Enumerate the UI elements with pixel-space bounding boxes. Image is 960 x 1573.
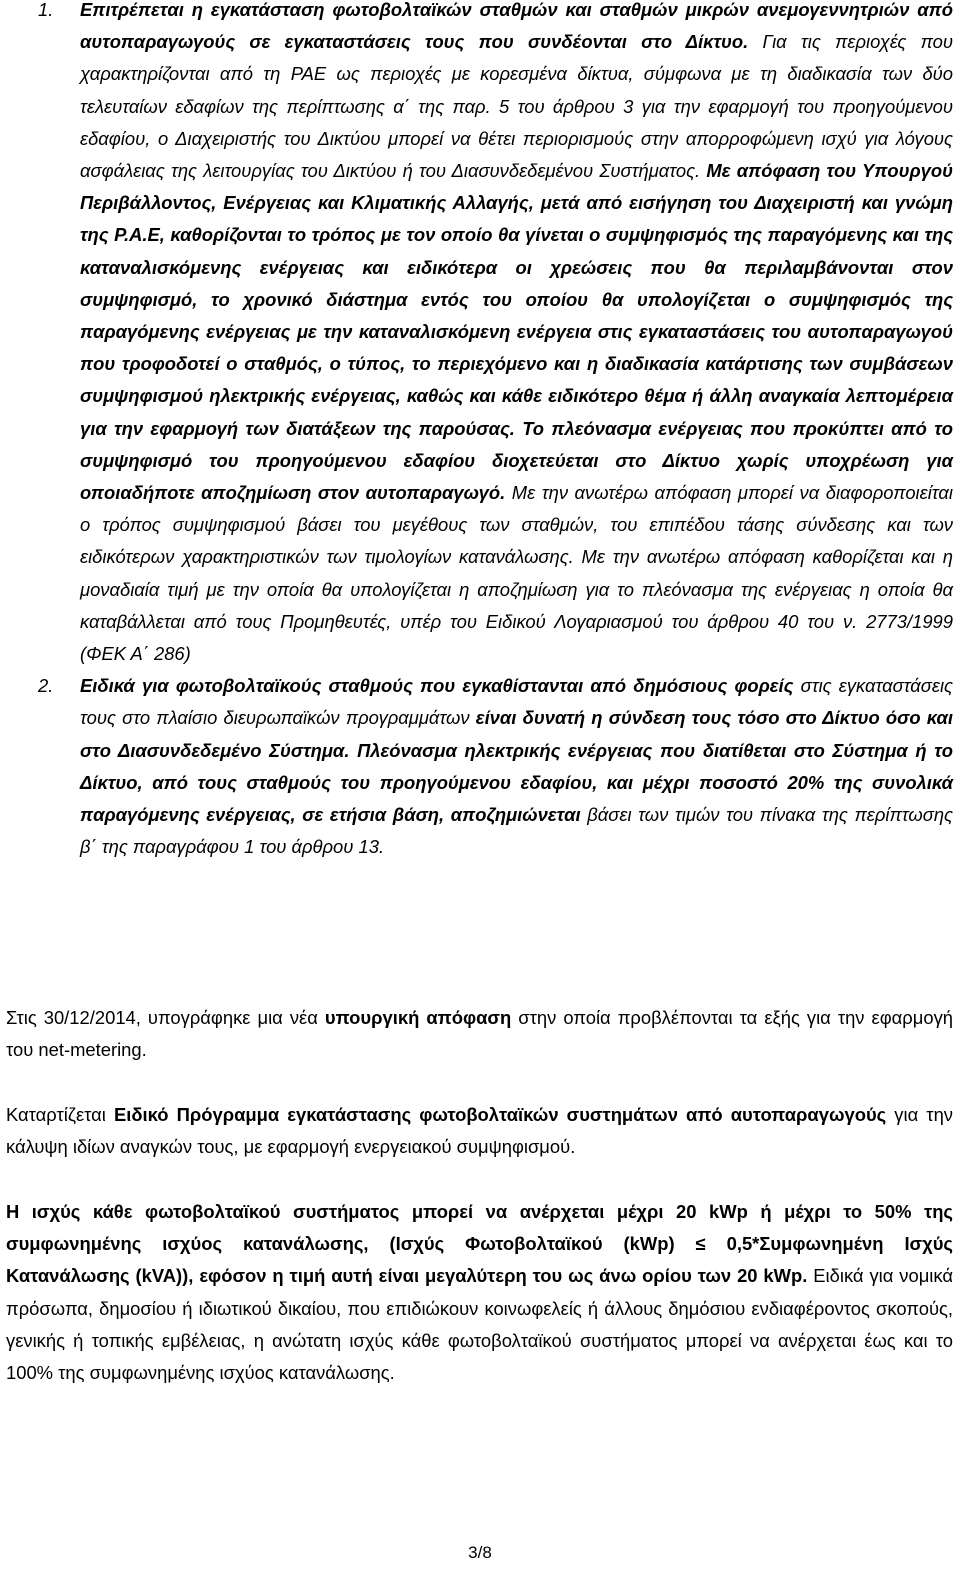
list-item-text xyxy=(80,675,953,857)
text-segment: Με την ανωτέρω απόφαση μπορεί να διαφοροποιείται ο τρόπος συμψηφισμού βάσει του μεγέθους των σταθμών, του επιπέδου τάσης σύνδεσης και των ειδικότερων χαρακτηριστικών των τιμολογίων κατανάλωσης. Με την ανωτέρω απόφαση καθορίζεται και η μοναδιαία τιμή με την οποία θα υπολογίζεται η αποζημίωση για το πλεόνασμα της ενέργειας η οποία θα καταβάλλεται από τους Προμηθευτές, υπέρ του Ειδικού Λογαριασμού του άρθρου 40 του ν. 2773/1999 (ΦΕΚ Α΄ 286) xyxy=(80,482,953,665)
paragraph-net-metering-decision xyxy=(6,1002,953,1066)
text-segment: Επιτρέπεται η εγκατάσταση φωτοβολταϊκών σταθμών και σταθμών μικρών ανεμογεννητριών από αυτοπαραγωγούς σε εγκαταστάσεις τους που συνδέονται στο Δίκτυο. xyxy=(80,0,953,53)
list-item-2 xyxy=(0,670,960,863)
text-segment: Η ισχύς κάθε φωτοβολταϊκού συστήματος μπορεί να ανέρχεται μέχρι 20 kWp ή μέχρι το 50% της συμφωνημένης ισχύος κατανάλωσης, (Ισχύς Φωτοβολταϊκού (kWp) ≤ 0,5*Συμφωνημένη Ισχύς Κατανάλωσης (kVA)), εφόσον η τιμή αυτή είναι μεγαλύτερη του ως άνω ορίου των 20 kWp. xyxy=(6,1201,953,1287)
text-segment: βάσει των τιμών του πίνακα της περίπτωσης β΄ της παραγράφου 1 του άρθρου 13. xyxy=(80,804,953,858)
text-segment: Για τις περιοχές που χαρακτηρίζονται από τη ΡΑΕ ως περιοχές με κορεσμένα δίκτυα, σύμφωνα με τη διαδικασία των δύο τελευταίων εδαφίων της περίπτωσης α΄ της παρ. 5 του άρθρου 3 για την εφαρμογή του προηγούμενου εδαφίου, ο Διαχειριστής του Δικτύου μπορεί να θέτει περιορισμούς στην απορροφώμενη ισχύ για λόγους ασφάλειας της λειτουργίας του Δικτύου ή του Διασυνδεδεμένου Συστήματος. xyxy=(80,31,953,182)
list-item-number: 2. xyxy=(38,675,54,697)
text-segment: Καταρτίζεται xyxy=(6,1104,114,1125)
text-segment: Ειδικό Πρόγραμμα εγκατάστασης φωτοβολταϊκών συστημάτων από αυτοπαραγωγούς xyxy=(113,1104,887,1125)
page-number: 3/8 xyxy=(468,1543,492,1562)
text-segment: Ειδικά για φωτοβολταϊκούς σταθμούς που εγκαθίστανται από δημόσιους φορείς xyxy=(80,675,794,697)
text-segment: στις εγκαταστάσεις τους στο πλαίσιο διευρωπαϊκών προγραμμάτων xyxy=(80,675,953,729)
paragraph-power-limit xyxy=(6,1196,953,1389)
text-segment: είναι δυνατή η σύνδεση τους τόσο στο Δίκτυο όσο και στο Διασυνδεδεμένο Σύστημα. Πλεόνασμα ηλεκτρικής ενέργειας που διατίθεται στο Σύστημα ή το Δίκτυο, από τους σταθμούς του προηγούμενου εδαφίου, και μέχρι ποσοστό 20% της συνολικά παραγόμενης ενέργειας, σε ετήσια βάση, αποζημιώνεται xyxy=(80,707,953,826)
text-segment: υπουργική απόφαση xyxy=(324,1007,512,1028)
list-item-text xyxy=(80,0,953,664)
list-item-number: 1. xyxy=(38,0,54,20)
text-segment: στην οποία προβλέπονται τα εξής για την εφαρμογή του net-metering. xyxy=(6,1007,953,1061)
paragraph-special-program xyxy=(6,1099,953,1163)
text-segment: Ειδικά για νομικά πρόσωπα, δημοσίου ή ιδιωτικού δικαίου, που επιδιώκουν κοινωφελείς ή άλλους δημόσιου ενδιαφέροντος σκοπούς, γενικής ή τοπικής εμβέλειας, η ανώτατη ισχύς κάθε φωτοβολταϊκού συστήματος μπορεί να ανέρχεται έως και το 100% της συμφωνημένης ισχύος κατανάλωσης. xyxy=(6,1265,953,1384)
text-segment: για την κάλυψη ιδίων αναγκών τους, με εφαρμογή ενεργειακού συμψηφισμού. xyxy=(6,1104,953,1158)
text-segment: Στις 30/12/2014, υπογράφηκε μια νέα xyxy=(6,1007,325,1028)
text-segment: Με απόφαση του Υπουργού Περιβάλλοντος, Ενέργειας και Κλιματικής Αλλαγής, μετά από εισήγηση του Διαχειριστή και γνώμη της Ρ.Α.Ε, καθορίζονται το τρόπος με τον οποίο θα γίνεται ο συμψηφισμός της παραγόμενης και της καταναλισκόμενης ενέργειας και ειδικότερα οι χρεώσεις που θα περιλαμβάνονται στον συμψηφισμό, το χρονικό διάστημα εντός του οποίου θα υπολογίζεται ο συμψηφισμός της παραγόμενης ενέργειας με την καταναλισκόμενη ενέργεια στις εγκαταστάσεις του αυτοπαραγωγού που τροφοδοτεί ο σταθμός, ο τύπος, το περιεχόμενο και η διαδικασία κατάρτισης των συμβάσεων συμψηφισμού ηλεκτρικής ενέργειας, καθώς και κάθε ειδικότερο θέμα ή άλλη αναγκαία λεπτομέρεια για την εφαρμογή των διατάξεων της παρούσας. Το πλεόνασμα ενέργειας που προκύπτει από το συμψηφισμό του προηγούμενου εδαφίου διοχετεύεται στο Δίκτυο χωρίς υποχρέωση για οποιαδήποτε αποζημίωση στον αυτοπαραγωγό. xyxy=(80,160,953,504)
list-item-1 xyxy=(0,0,960,670)
